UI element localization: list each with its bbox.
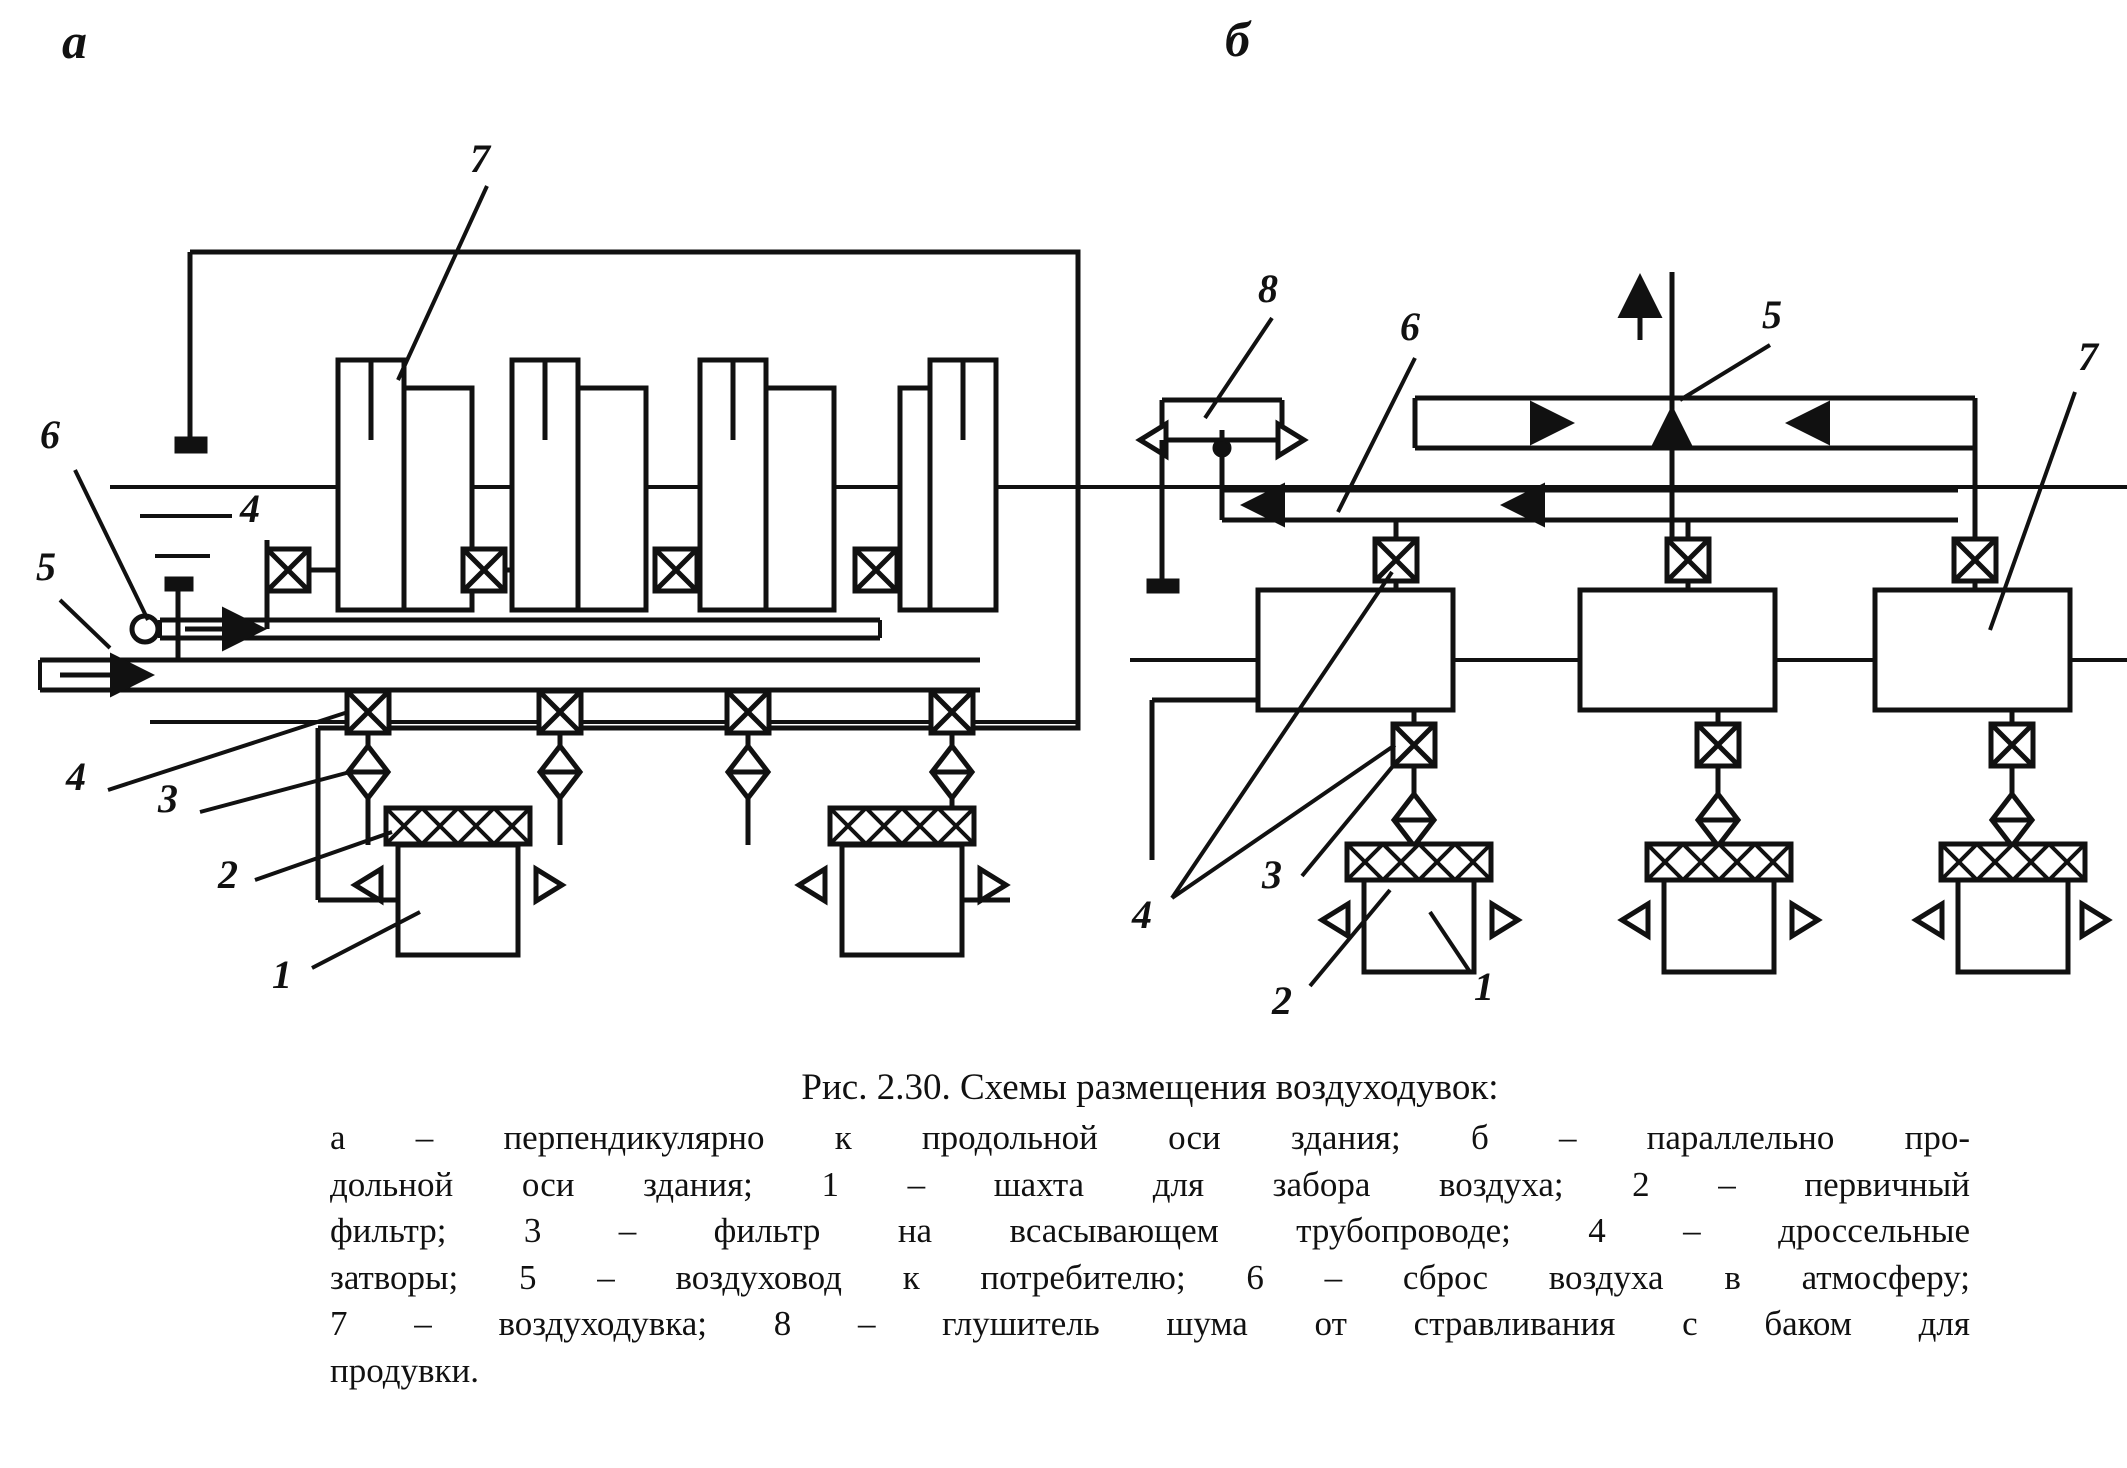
air-intake-shaft <box>355 808 562 955</box>
panel-a-schematic <box>40 186 2127 968</box>
callout-a-2: 2 <box>218 852 238 897</box>
callout-b-1: 1 <box>1474 964 1494 1009</box>
callout-b-5: 5 <box>1762 292 1782 337</box>
caption-line-4: затворы; 5 – воздуховод к потребителю; 6 – сброс воздуха в атмосферу; <box>330 1257 1970 1297</box>
callout-b-7: 7 <box>2078 334 2098 379</box>
caption-body <box>330 1115 1970 1394</box>
callout-a-4-top: 4 <box>240 486 260 531</box>
callout-a-4-bottom: 4 <box>66 754 86 799</box>
caption-title: Рис. 2.30. Схемы размещения воздуходувок: <box>801 1067 1499 1108</box>
callout-b-4: 4 <box>1132 892 1152 937</box>
callout-b-6: 6 <box>1400 304 1420 349</box>
figure-caption <box>330 1065 1970 1395</box>
air-intake-shaft <box>1916 844 2108 972</box>
callout-b-8: 8 <box>1258 266 1278 311</box>
callout-a-6: 6 <box>40 412 60 457</box>
callout-a-3: 3 <box>158 776 178 821</box>
callout-b-3: 3 <box>1262 852 1282 897</box>
caption-line-2: дольной оси здания; 1 – шахта для забора воздуха; 2 – первичный <box>330 1164 1970 1204</box>
air-intake-shaft <box>1322 844 1518 972</box>
callout-b-2: 2 <box>1272 978 1292 1023</box>
panel-label-b: б <box>1225 11 1250 67</box>
air-intake-shaft <box>799 808 1006 955</box>
panel-label-a: а <box>62 13 87 69</box>
callout-a-5: 5 <box>36 544 56 589</box>
caption-line-3: фильтр; 3 – фильтр на всасывающем трубопроводе; 4 – дроссельные <box>330 1211 1970 1251</box>
caption-line-5: 7 – воздуходувка; 8 – глушитель шума от стравливания с баком для <box>330 1304 1970 1344</box>
air-intake-shaft <box>1622 844 1818 972</box>
callout-a-7: 7 <box>470 136 490 181</box>
caption-line-1: а – перпендикулярно к продольной оси здания; б – параллельно про- <box>330 1118 1970 1158</box>
callout-a-1: 1 <box>272 952 292 997</box>
caption-line-6: продувки. <box>330 1350 480 1390</box>
